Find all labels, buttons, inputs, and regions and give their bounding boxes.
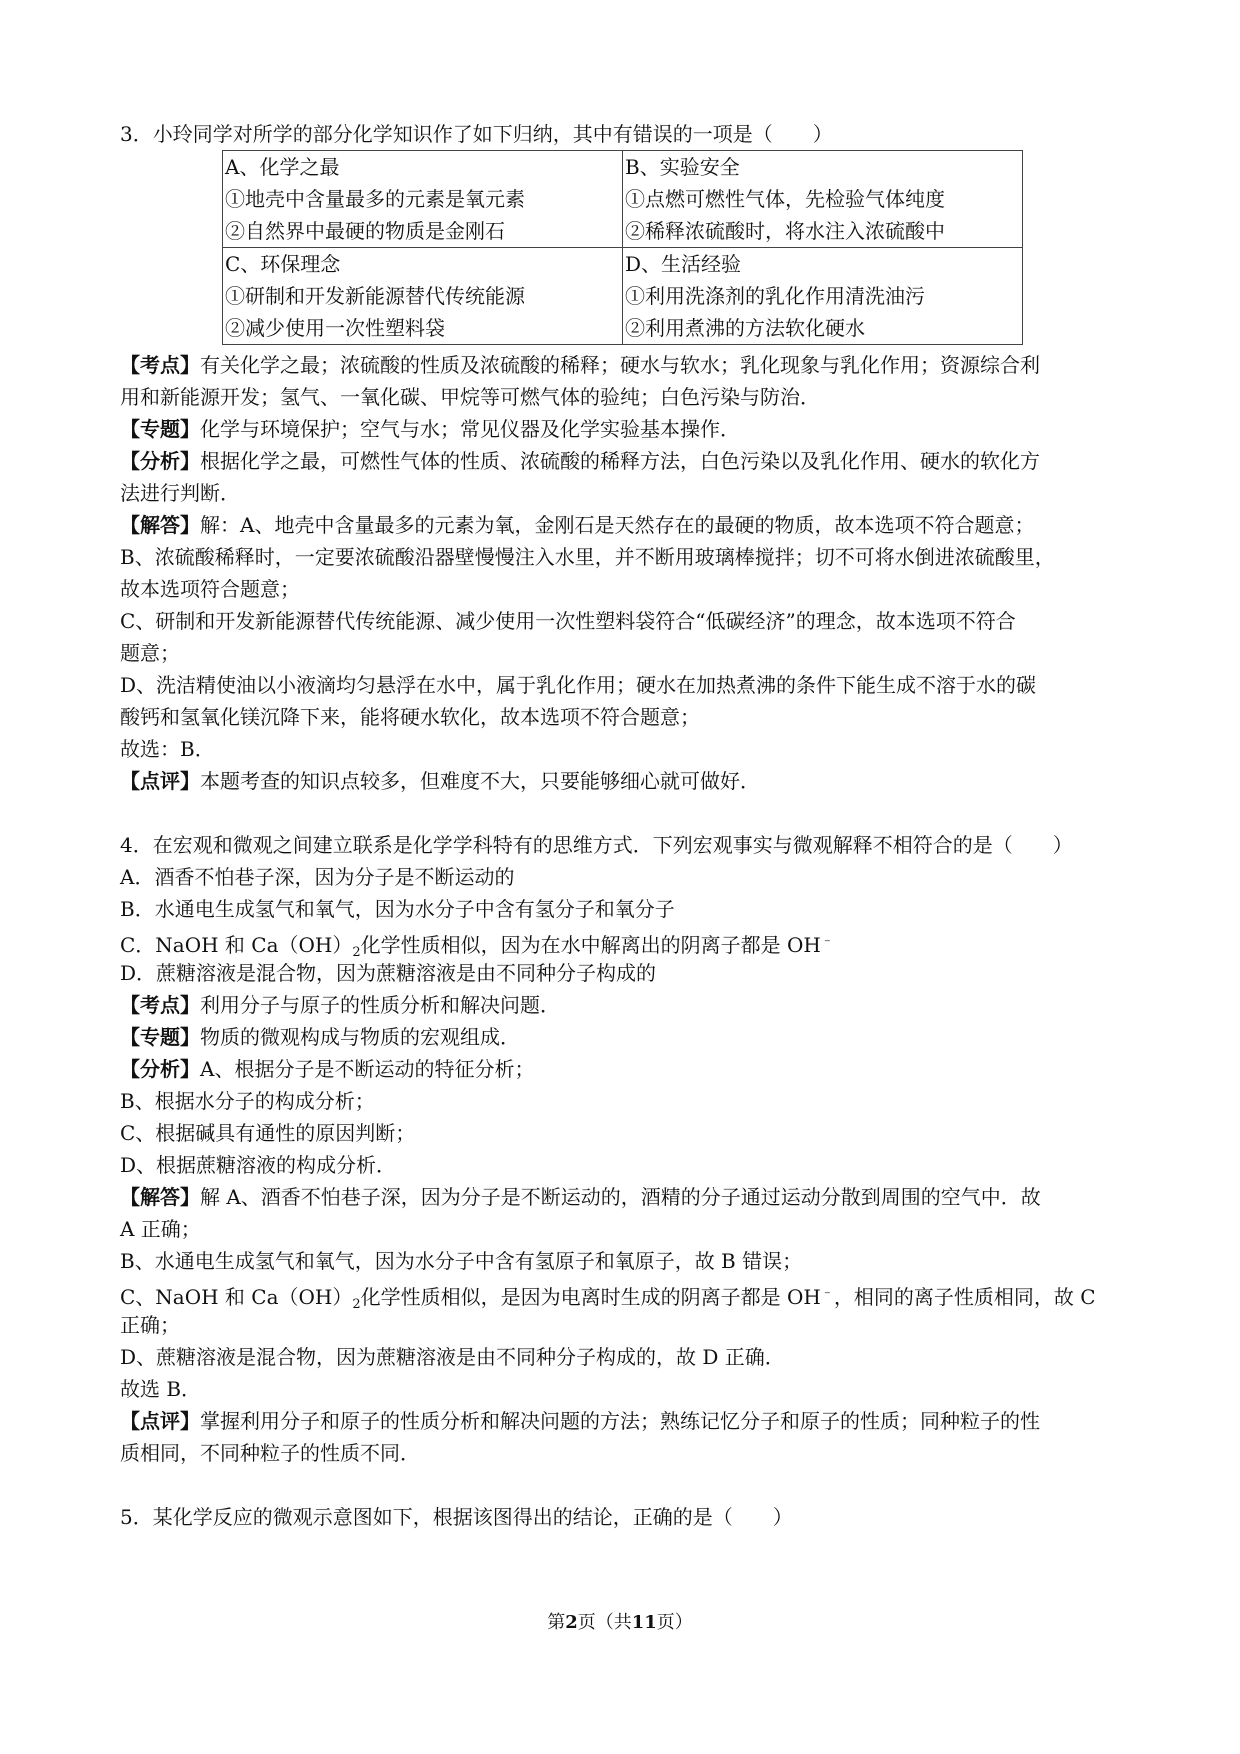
cell-b-item-2: ②稀释浓硫酸时，将水注入浓硫酸中 [625, 219, 945, 243]
q4-fenxi-line-3: C、根据碱具有通性的原因判断； [120, 1121, 416, 1145]
q3-dianping-line [120, 765, 1130, 797]
q3-kaodian-line-1 [120, 349, 1130, 381]
jieda-text: 解：A、地壳中含量最多的元素为氧，金刚石是天然存在的最硬的物质，故本选项不符合题意； [200, 513, 1035, 537]
cell-c-item-1: ①研制和开发新能源替代传统能源 [225, 284, 525, 308]
kaodian-text: 有关化学之最；浓硫酸的性质及浓硫酸的稀释；硬水与软水；乳化现象与乳化作用；资源综合利 [200, 353, 1040, 377]
footer-part: 页（共 [577, 1612, 632, 1633]
dianping-text: 本题考查的知识点较多，但难度不大，只要能够细心就可做好． [200, 769, 760, 793]
cell-d-item-2: ②利用煮沸的方法软化硬水 [625, 316, 865, 340]
subscript: 2 [352, 1297, 361, 1312]
q4-fenxi-line-2: B、根据水分子的构成分析； [120, 1089, 375, 1113]
zhuanti-tag: 【专题】 [120, 1025, 200, 1049]
jieda-part: C、NaOH 和 Ca（OH） [120, 1285, 353, 1309]
q4-jieda-line-6: D、蔗糖溶液是混合物，因为蔗糖溶液是由不同种分子构成的，故 D 正确． [120, 1345, 785, 1369]
superscript: ﹣ [820, 933, 834, 948]
q3-jieda-line-4: C、研制和开发新能源替代传统能源、减少使用一次性塑料袋符合“低碳经济”的理念，故本选项不符合 [120, 609, 1016, 633]
kaodian-tag: 【考点】 [120, 993, 200, 1017]
table-cell-d [623, 248, 1023, 345]
cell-d-title: D、生活经验 [625, 252, 742, 276]
q3-summary-table [222, 150, 1023, 345]
footer-part: 页） [656, 1612, 693, 1633]
q3-stem: 3．小玲同学对所学的部分化学知识作了如下归纳，其中有错误的一项是（ ） [120, 122, 833, 146]
q4-stem: 4．在宏观和微观之间建立联系是化学学科特有的思维方式．下列宏观事实与微观解释不相符合的是（ ） [120, 833, 1073, 857]
zhuanti-text: 物质的微观构成与物质的宏观组成． [200, 1025, 520, 1049]
option-c-part: C．NaOH 和 Ca（OH） [120, 933, 353, 957]
fenxi-tag: 【分析】 [120, 449, 200, 473]
q4-kaodian-line [120, 989, 1130, 1021]
q4-jieda-line-5: 正确； [120, 1313, 180, 1337]
superscript: ﹣ [820, 1285, 834, 1300]
q4-option-a: A．酒香不怕巷子深，因为分子是不断运动的 [120, 865, 515, 889]
kaodian-text: 利用分子与原子的性质分析和解决问题． [200, 993, 560, 1017]
q4-dianping-line-2: 质相同，不同种粒子的性质不同． [120, 1441, 420, 1465]
q3-fenxi-line-2: 法进行判断． [120, 481, 240, 505]
subscript: 2 [352, 945, 361, 960]
page-number: 2 [565, 1612, 578, 1633]
q4-jieda-line-3: B、水通电生成氢气和氧气，因为水分子中含有氢原子和氧原子，故 B 错误； [120, 1249, 803, 1273]
cell-a-item-1: ①地壳中含量最多的元素是氧元素 [225, 187, 525, 211]
cell-c-item-2: ②减少使用一次性塑料袋 [225, 316, 445, 340]
fenxi-tag: 【分析】 [120, 1057, 200, 1081]
table-cell-a [223, 151, 623, 248]
q3-jieda-line-3: 故本选项符合题意； [120, 577, 300, 601]
cell-b-item-1: ①点燃可燃性气体，先检验气体纯度 [625, 187, 945, 211]
q4-answer: 故选 B． [120, 1377, 202, 1401]
jieda-part: ，相同的离子性质相同，故 C [833, 1285, 1096, 1309]
q3-jieda-line-2: B、浓硫酸稀释时，一定要浓硫酸沿器壁慢慢注入水里，并不断用玻璃棒搅拌；切不可将水倒进浓硫酸里， [120, 545, 1055, 569]
fenxi-text: 根据化学之最，可燃性气体的性质、浓硫酸的稀释方法，白色污染以及乳化作用、硬水的软化方 [200, 449, 1040, 473]
kaodian-tag: 【考点】 [120, 353, 200, 377]
q3-answer: 故选：B． [120, 737, 215, 761]
q4-option-b: B．水通电生成氢气和氧气，因为水分子中含有氢分子和氧分子 [120, 897, 675, 921]
q3-jieda-line-1 [120, 509, 1130, 541]
zhuanti-text: 化学与环境保护；空气与水；常见仪器及化学实验基本操作． [200, 417, 740, 441]
fenxi-text: A、根据分子是不断运动的特征分析； [200, 1057, 535, 1081]
q3-zhuanti-line [120, 413, 1130, 445]
zhuanti-tag: 【专题】 [120, 417, 200, 441]
jieda-tag: 【解答】 [120, 513, 200, 537]
cell-c-title: C、环保理念 [225, 252, 341, 276]
q3-fenxi-line-1 [120, 445, 1130, 477]
q3-jieda-line-5: 题意； [120, 641, 180, 665]
q3-jieda-line-7: 酸钙和氢氧化镁沉降下来，能将硬水软化，故本选项不符合题意； [120, 705, 700, 729]
jieda-text: 解 A、酒香不怕巷子深，因为分子是不断运动的，酒精的分子通过运动分散到周围的空气中．故 [200, 1185, 1041, 1209]
dianping-tag: 【点评】 [120, 1409, 200, 1433]
footer-part: 第 [547, 1612, 566, 1633]
cell-b-title: B、实验安全 [625, 155, 740, 179]
q4-fenxi-line-4: D、根据蔗糖溶液的构成分析． [120, 1153, 397, 1177]
q3-jieda-line-6: D、洗洁精使油以小液滴均匀悬浮在水中，属于乳化作用；硬水在加热煮沸的条件下能生成不溶于水的碳 [120, 673, 1037, 697]
q4-dianping-line-1 [120, 1405, 1130, 1437]
q4-jieda-line-2: A 正确； [120, 1217, 201, 1241]
page-footer [0, 1608, 1240, 1634]
table-cell-c [223, 248, 623, 345]
dianping-text: 掌握利用分子和原子的性质分析和解决问题的方法；熟练记忆分子和原子的性质；同种粒子的性 [200, 1409, 1040, 1433]
q4-option-d: D．蔗糖溶液是混合物，因为蔗糖溶液是由不同种分子构成的 [120, 961, 657, 985]
option-c-part: 化学性质相似，因为在水中解离出的阴离子都是 OH [360, 933, 821, 957]
q4-jieda-line-1 [120, 1181, 1130, 1213]
table-row [223, 248, 1023, 345]
q3-kaodian-line-2: 用和新能源开发；氢气、一氧化碳、甲烷等可燃气体的验纯；白色污染与防治． [120, 385, 820, 409]
cell-d-item-1: ①利用洗涤剂的乳化作用清洗油污 [625, 284, 925, 308]
cell-a-title: A、化学之最 [225, 155, 340, 179]
total-pages: 11 [631, 1612, 657, 1633]
q4-fenxi-line-1 [120, 1053, 1130, 1085]
q4-zhuanti-line [120, 1021, 1130, 1053]
table-cell-b [623, 151, 1023, 248]
jieda-part: 化学性质相似，是因为电离时生成的阴离子都是 OH [360, 1285, 821, 1309]
table-row [223, 151, 1023, 248]
q5-stem: 5．某化学反应的微观示意图如下，根据该图得出的结论，正确的是（ ） [120, 1505, 793, 1529]
jieda-tag: 【解答】 [120, 1185, 200, 1209]
dianping-tag: 【点评】 [120, 769, 200, 793]
cell-a-item-2: ②自然界中最硬的物质是金刚石 [225, 219, 505, 243]
